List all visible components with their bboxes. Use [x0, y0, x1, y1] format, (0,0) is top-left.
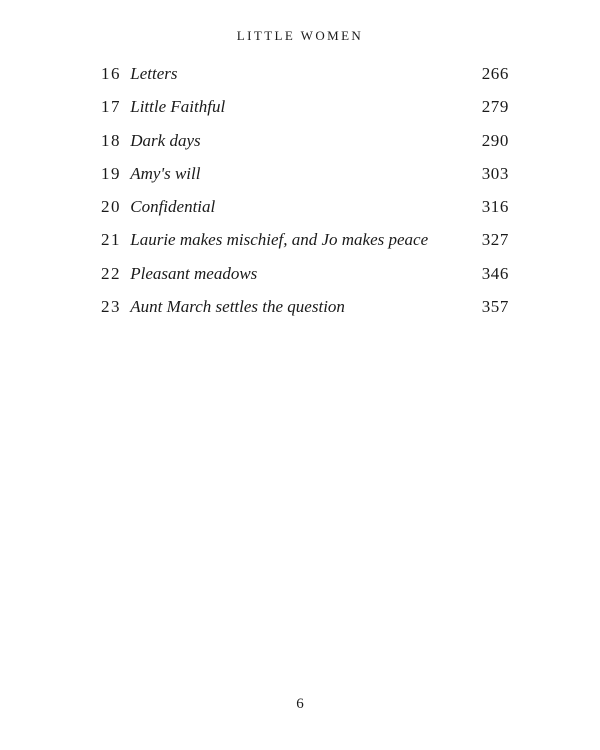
page-number: 327 — [481, 230, 509, 250]
chapter-title: Laurie makes mischief, and Jo makes peace — [130, 230, 429, 250]
page-number: 290 — [481, 130, 509, 150]
page-number: 266 — [481, 64, 509, 83]
toc-entry — [101, 228, 509, 261]
chapter-title: Little Faithful — [130, 97, 226, 117]
page-number: 346 — [481, 263, 509, 283]
toc-entry — [101, 195, 509, 228]
chapter-number: 22 — [101, 263, 121, 283]
chapter-title: Amy's will — [130, 163, 201, 183]
toc-entry — [101, 295, 509, 328]
chapter-title: Dark days — [130, 130, 201, 150]
toc-entry — [101, 162, 509, 195]
toc-entry — [101, 262, 509, 295]
chapter-number: 17 — [101, 97, 121, 117]
running-head: LITTLE WOMEN — [236, 28, 364, 43]
chapter-number: 23 — [101, 297, 121, 317]
chapter-number: 16 — [101, 64, 121, 83]
page-number: 316 — [481, 197, 509, 217]
page-number: 357 — [481, 297, 509, 317]
toc-entry — [101, 129, 509, 162]
chapter-title: Aunt March settles the question — [130, 297, 345, 317]
table-of-contents — [101, 62, 509, 328]
page-number: 279 — [481, 97, 509, 117]
page-number: 303 — [481, 163, 509, 183]
toc-entry — [101, 95, 509, 128]
chapter-number: 21 — [101, 230, 121, 250]
chapter-title: Confidential — [130, 197, 216, 217]
chapter-number: 18 — [101, 130, 121, 150]
folio-page-number: 6 — [296, 696, 304, 712]
toc-entry — [101, 62, 509, 95]
chapter-title: Pleasant meadows — [130, 263, 258, 283]
chapter-title: Letters — [130, 64, 178, 83]
chapter-number: 19 — [101, 163, 121, 183]
chapter-number: 20 — [101, 197, 121, 217]
